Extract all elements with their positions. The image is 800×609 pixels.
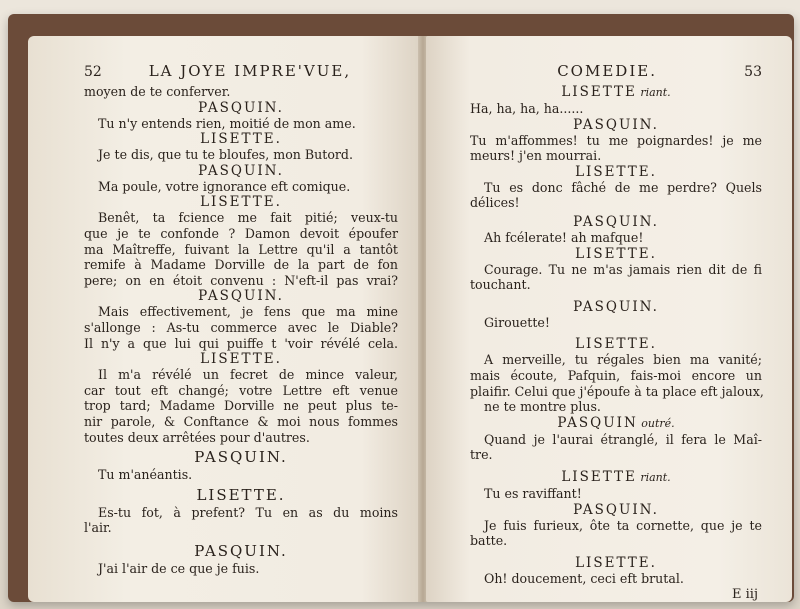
text-line: Tu es raviffant! xyxy=(484,485,582,501)
text-line: tre. xyxy=(470,447,493,463)
text-line: Courage. Tu ne m'as jamais rien dit de fi xyxy=(484,261,762,277)
speaker-label: LISETTE. xyxy=(200,351,282,368)
speaker-name xyxy=(470,84,762,101)
text-line: Il m'a révélé un fecret de mince valeur, xyxy=(98,367,398,383)
text-line: Tu m'anéantis. xyxy=(98,467,193,483)
text-line: remife à Madame Dorville de la part de fon xyxy=(84,257,398,273)
stage-direction: riant. xyxy=(636,470,671,484)
speaker-name xyxy=(470,164,762,180)
stage-direction: outré. xyxy=(637,416,675,430)
text-line: Benêt, ta fcience me fait pitié; veux-tu xyxy=(98,210,398,226)
text-line: Tu es donc fâché de me perdre? Quels xyxy=(484,179,762,195)
speaker-name xyxy=(470,117,762,133)
left-page-header xyxy=(84,62,398,82)
left-page xyxy=(28,36,420,602)
speaker-label: PASQUIN. xyxy=(573,213,659,230)
text-line: Tu m'affommes! tu me poignardes! je me xyxy=(470,132,762,148)
text-line: meurs! j'en mourrai. xyxy=(470,148,602,164)
text-line: Ma poule, votre ignorance eft comique. xyxy=(98,178,351,194)
speaker-name xyxy=(84,288,398,304)
speaker-name xyxy=(470,214,762,230)
text-line: nir parole, & Conftance & moi nous fommes xyxy=(84,413,398,429)
speaker-name xyxy=(84,163,398,179)
text-line: Je te dis, que tu te bloufes, mon Butord. xyxy=(98,147,353,163)
speaker-label: PASQUIN. xyxy=(573,501,659,518)
text-line: Quand je l'aurai étranglé, il fera le Maî- xyxy=(484,431,762,447)
speaker-label: PASQUIN. xyxy=(198,288,284,305)
speaker-label: PASQUIN. xyxy=(573,298,659,315)
text-line: ma Maîtreffe, fuivant la Lettre qu'il a tantôt xyxy=(84,241,398,257)
speaker-name xyxy=(84,447,398,467)
text-line: s'allonge : As-tu commerce avec le Diable? xyxy=(84,319,398,335)
text-line: car tout eft changé; votre Lettre eft venue xyxy=(84,382,398,398)
left-page-body xyxy=(84,84,398,576)
text-line: Mais effectivement, je fens que ma mine xyxy=(98,304,398,320)
text-line: Il n'y a que lui qui puiffe t 'voir révélé cela. xyxy=(84,335,398,351)
speaker-name xyxy=(470,415,762,432)
speaker-name xyxy=(470,469,762,486)
text-line: A merveille, tu régales bien ma vanité; xyxy=(484,352,762,368)
speaker-label: LISETTE. xyxy=(575,336,657,353)
text-line: ne te montre plus. xyxy=(484,399,601,415)
text-line: plaifir. Celui que j'époufe à ta place eft jaloux, xyxy=(470,383,764,399)
right-page-header xyxy=(470,62,762,82)
speaker-name xyxy=(470,555,762,571)
stage-direction: riant. xyxy=(636,86,671,99)
text-line: J'ai l'air de ce que je fuis. xyxy=(98,560,260,576)
text-line: pere; on en étoit convenu : N'eft-il pas vrai? xyxy=(84,272,398,288)
speaker-label: LISETTE. xyxy=(200,131,282,148)
text-line: que je te confonde ? Damon devoit époufer xyxy=(84,225,398,241)
speaker-name xyxy=(84,541,398,561)
text-line: mais écoute, Pafquin, fais-moi encore un xyxy=(470,367,762,383)
speaker-label: LISETTE xyxy=(561,468,637,485)
text-line: batte. xyxy=(470,533,508,549)
text-line: délices! xyxy=(470,195,520,211)
left-running-title: LA JOYE IMPRE'VUE, xyxy=(148,62,352,80)
right-page-number: 53 xyxy=(744,64,762,80)
right-running-title: COMEDIE. xyxy=(557,62,657,80)
speaker-label: LISETTE. xyxy=(200,194,282,211)
right-page-body xyxy=(470,84,762,586)
text-line: trop tard; Madame Dorville ne peut plus te- xyxy=(84,398,398,414)
speaker-name xyxy=(84,351,398,367)
speaker-label: PASQUIN. xyxy=(194,448,288,467)
text-line: Ha, ha, ha, ha...... xyxy=(470,101,584,116)
speaker-label: LISETTE. xyxy=(575,554,657,571)
text-line: Oh! doucement, ceci eft brutal. xyxy=(484,570,684,586)
signature-mark: E iij xyxy=(732,587,758,602)
spacer xyxy=(84,536,398,539)
text-line: Je fuis furieux, ôte ta cornette, que je te xyxy=(484,517,762,533)
text-line: Es-tu fot, à prefent? Tu en as du moins xyxy=(98,504,398,520)
text-line: Tu n'y entends rien, moitié de mon ame. xyxy=(98,115,356,131)
speaker-name xyxy=(470,299,762,315)
speaker-label: LISETTE. xyxy=(575,245,657,262)
speaker-label: PASQUIN. xyxy=(194,541,288,560)
text-line: Girouette! xyxy=(484,314,550,330)
text-line: l'air. xyxy=(84,520,112,536)
right-page xyxy=(426,36,792,602)
speaker-name xyxy=(84,100,398,116)
speaker-label: LISETTE xyxy=(561,84,637,100)
text-line: touchant. xyxy=(470,277,531,293)
speaker-name xyxy=(470,246,762,262)
text-line: Ah fcélerate! ah mafque! xyxy=(484,229,644,245)
speaker-label: LISETTE. xyxy=(575,163,657,180)
speaker-name xyxy=(84,485,398,505)
speaker-name xyxy=(84,194,398,210)
left-page-number: 52 xyxy=(84,64,102,80)
text-line: moyen de te conferver. xyxy=(84,84,231,99)
speaker-label: PASQUIN. xyxy=(198,99,284,116)
speaker-name xyxy=(470,502,762,518)
speaker-label: LISETTE. xyxy=(196,485,286,504)
speaker-label: PASQUIN. xyxy=(198,162,284,179)
speaker-label: PASQUIN. xyxy=(573,116,659,133)
speaker-label: PASQUIN xyxy=(557,414,638,431)
text-line: toutes deux arrêtées pour d'autres. xyxy=(84,429,310,445)
speaker-name xyxy=(84,131,398,147)
speaker-name xyxy=(470,336,762,352)
